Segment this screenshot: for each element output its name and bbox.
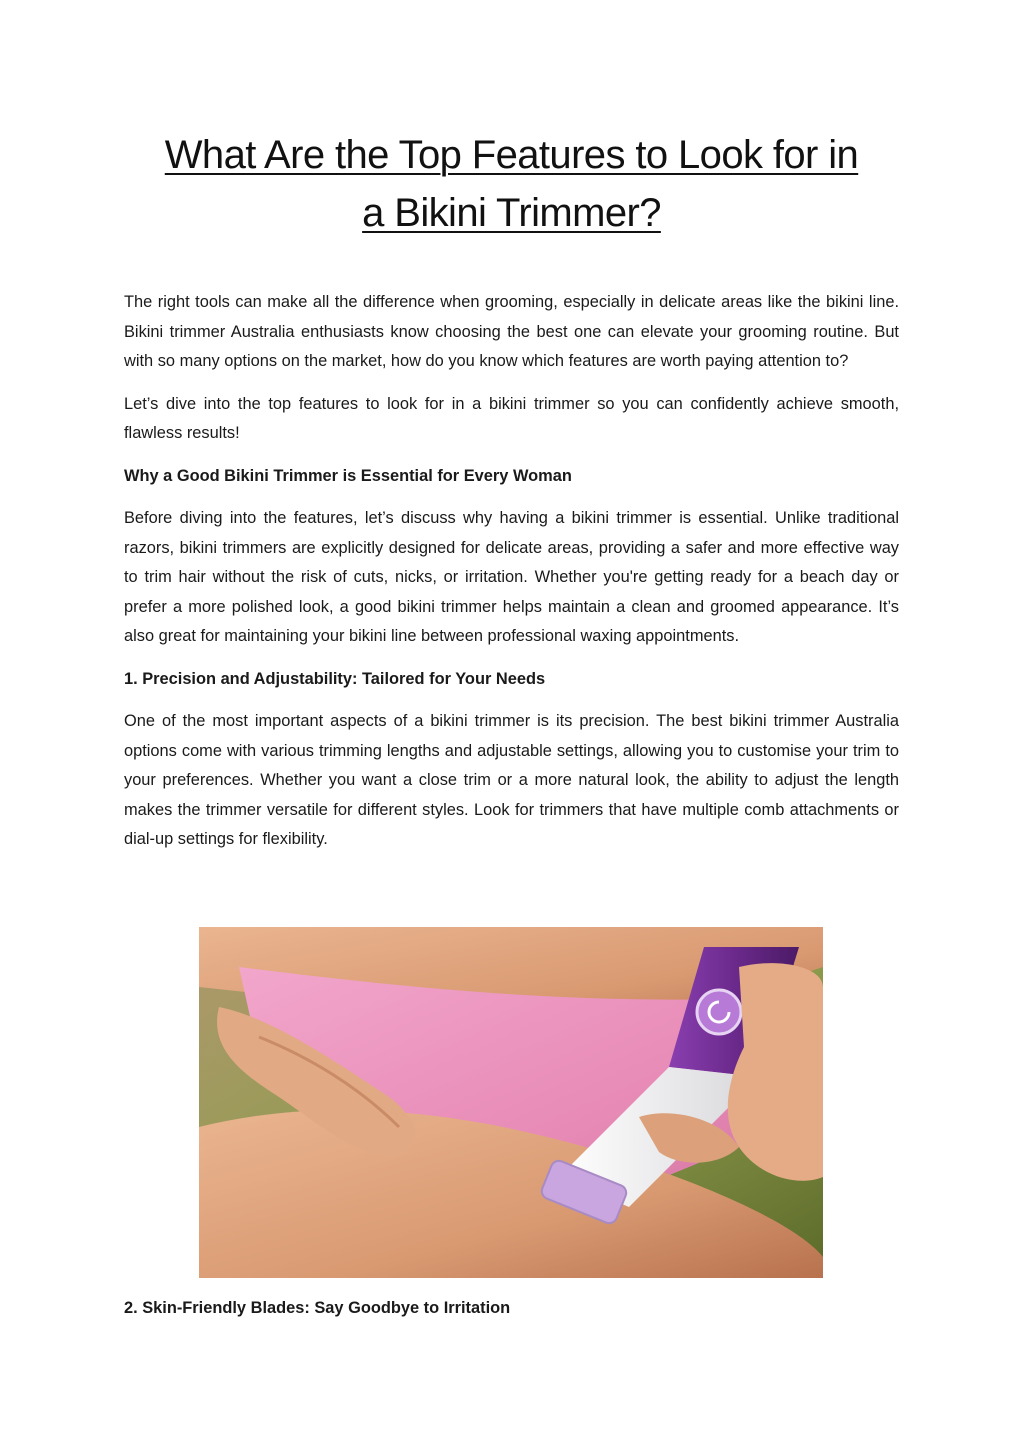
title-line-1: What Are the Top Features to Look for in — [164, 133, 859, 177]
right-hand — [728, 963, 823, 1181]
why-paragraph: Before diving into the features, let’s discuss why having a bikini trimmer is essential. Unlike traditional razors, bikini trimmers are explicitly designed for delicate areas, providing a safer and more effective way to trim hair without the risk of cuts, nicks, or irritation. Whether you're getting ready for a beach day or prefer a more polished look, a good bikini trimmer helps maintain a clean and groomed appearance. It’s also great for maintaining your bikini line between professional waxing appointments. — [124, 509, 899, 645]
title-line-2: a Bikini Trimmer? — [362, 191, 661, 235]
section-1-heading: 1. Precision and Adjustability: Tailored for Your Needs — [124, 669, 546, 688]
intro-paragraph-1: The right tools can make all the difference when grooming, especially in delicate areas like the bikini line. Bikini trimmer Australia enthusiasts know choosing the best one can elevate your grooming routine. But with so many options on the market, how do you know which features are worth paying attention to? — [124, 293, 899, 370]
article-body — [124, 288, 899, 868]
section-1-paragraph: One of the most important aspects of a bikini trimmer is its precision. The best bikini trimmer Australia options come with various trimming lengths and adjustable settings, allowing you to customise your trim to your preferences. Whether you want a close trim or a more natural look, the ability to adjust the length makes the trimmer versatile for different styles. Look for trimmers that have multiple comb attachments or dial-up settings for flexibility. — [124, 712, 899, 848]
intro-paragraph-2: Let’s dive into the top features to look for in a bikini trimmer so you can confidently achieve smooth, flawless results! — [124, 394, 899, 442]
trimmer-photo — [199, 927, 823, 1278]
section-2-heading: 2. Skin-Friendly Blades: Say Goodbye to Irritation — [124, 1299, 511, 1317]
why-heading: Why a Good Bikini Trimmer is Essential for Every Woman — [124, 466, 572, 485]
document-title — [0, 126, 1023, 242]
